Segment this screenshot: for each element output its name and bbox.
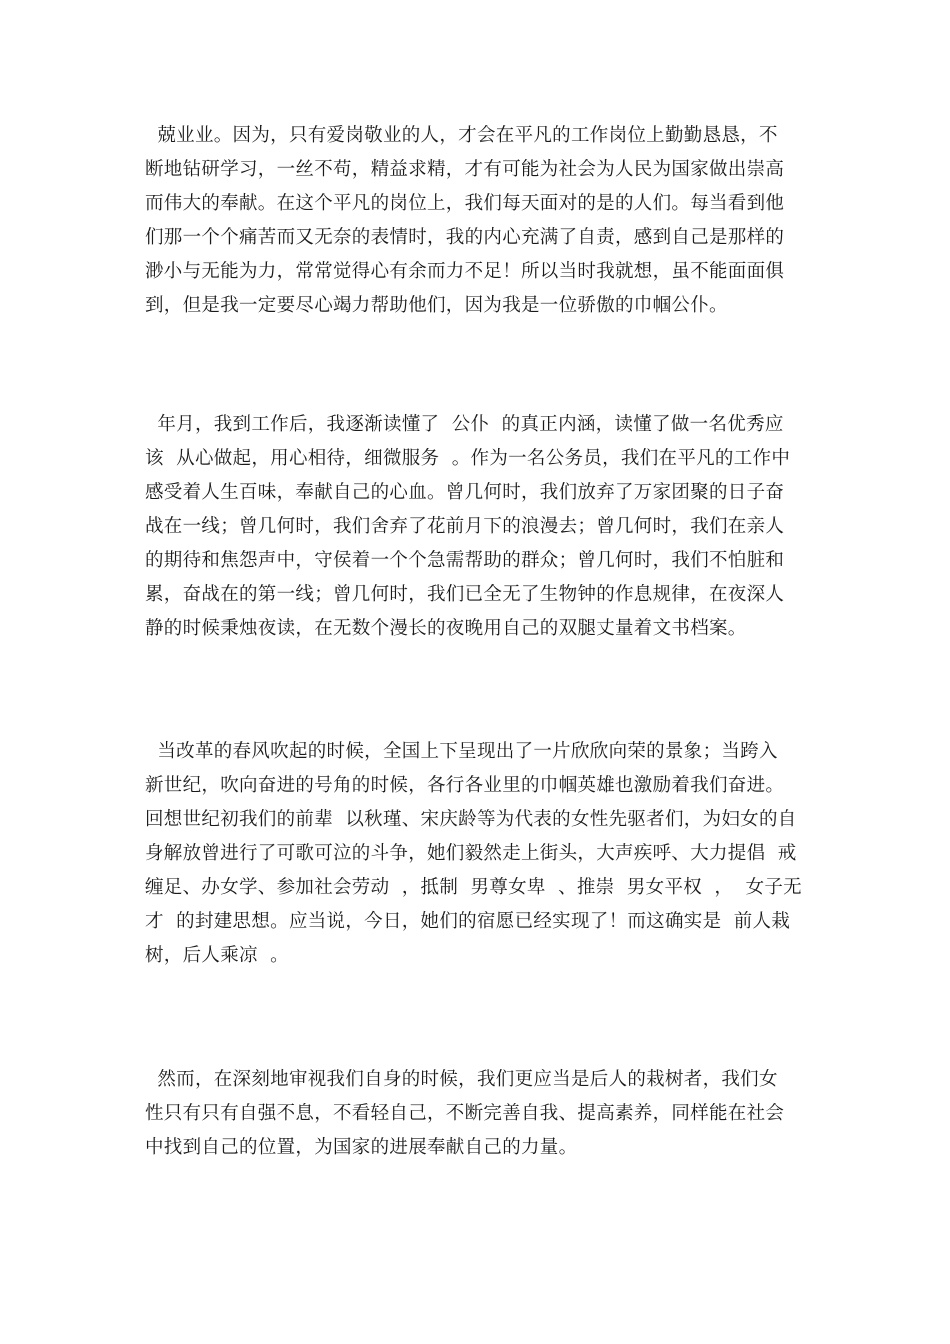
paragraph-line: 才 的封建思想。应当说，今日，她们的宿愿已经实现了！而这确实是 前人栽 xyxy=(145,911,791,932)
paragraph-line: 战在一线；曾几何时，我们舍弃了花前月下的浪漫去；曾几何时，我们在亲人 xyxy=(145,516,785,537)
paragraph-line: 年月，我到工作后，我逐渐读懂了 公仆 的真正内涵，读懂了做一名优秀应 xyxy=(145,414,784,435)
paragraph-line: 当改革的春风吹起的时候，全国上下呈现出了一片欣欣向荣的景象；当跨入 xyxy=(145,741,778,762)
paragraph-line: 静的时候秉烛夜读，在无数个漫长的夜晚用自己的双腿丈量着文书档案。 xyxy=(145,618,747,639)
paragraph-line: 到，但是我一定要尽心竭力帮助他们，因为我是一位骄傲的巾帼公仆。 xyxy=(145,295,728,316)
paragraph-line: 身解放曾进行了可歌可泣的斗争，她们毅然走上街头，大声疾呼、大力提倡 戒 xyxy=(145,843,797,864)
paragraph-line: 累，奋战在的第一线；曾几何时，我们已全无了生物钟的作息规律，在夜深人 xyxy=(145,584,785,605)
paragraph-3 xyxy=(145,735,815,973)
paragraph-4 xyxy=(145,1063,815,1165)
paragraph-line: 缠足、办女学、参加社会劳动 ，抵制 男尊女卑 、推崇 男女平权 ， 女子无 xyxy=(145,877,802,898)
paragraph-2 xyxy=(145,408,815,646)
paragraph-line: 兢业业。因为，只有爱岗敬业的人，才会在平凡的工作岗位上勤勤恳恳，不 xyxy=(145,125,778,146)
paragraph-line: 断地钻研学习，一丝不苟，精益求精，才有可能为社会为人民为国家做出崇高 xyxy=(145,159,785,180)
paragraph-line: 们那一个个痛苦而又无奈的表情时，我的内心充满了自责，感到自己是那样的 xyxy=(145,227,785,248)
paragraph-line: 新世纪，吹向奋进的号角的时候，各行各业里的巾帼英雄也激励着我们奋进。 xyxy=(145,775,785,796)
paragraph-line: 中找到自己的位置，为国家的进展奉献自己的力量。 xyxy=(145,1137,578,1158)
paragraph-line: 性只有只有自强不息，不看轻自己，不断完善自我、提高素养，同样能在社会 xyxy=(145,1103,785,1124)
paragraph-line: 感受着人生百味，奉献自己的心血。曾几何时，我们放弃了万家团聚的日子奋 xyxy=(145,482,785,503)
paragraph-line: 该 从心做起，用心相待，细微服务 。作为一名公务员，我们在平凡的工作中 xyxy=(145,448,791,469)
paragraph-line: 的期待和焦怨声中，守侯着一个个急需帮助的群众；曾几何时，我们不怕脏和 xyxy=(145,550,785,571)
paragraph-line: 渺小与无能为力，常常觉得心有余而力不足！所以当时我就想，虽不能面面俱 xyxy=(145,261,785,282)
paragraph-line: 回想世纪初我们的前辈 以秋瑾、宋庆龄等为代表的女性先驱者们，为妇女的自 xyxy=(145,809,797,830)
paragraph-line: 树，后人乘凉 。 xyxy=(145,945,289,966)
paragraph-1 xyxy=(145,119,815,323)
paragraph-line: 而伟大的奉献。在这个平凡的岗位上，我们每天面对的是的人们。每当看到他 xyxy=(145,193,785,214)
paragraph-line: 然而，在深刻地审视我们自身的时候，我们更应当是后人的栽树者，我们女 xyxy=(145,1069,778,1090)
